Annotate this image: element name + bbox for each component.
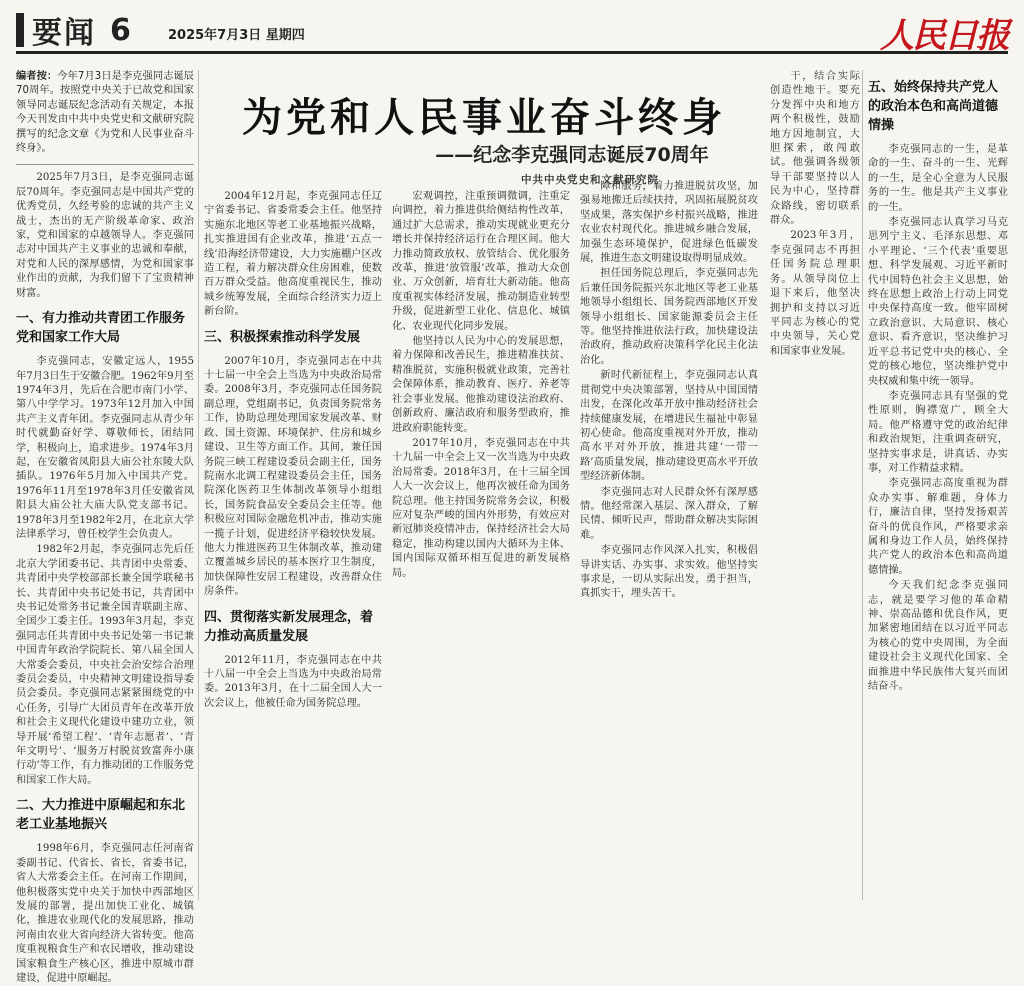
editor-note xyxy=(16,70,194,165)
paragraph: 2017年10月，李克强同志在中共十九届一中全会上又一次当选为中央政治局常委。2018年3月，在十三届全国人大一次会议上，他再次被任命为国务院总理。他主持国务院常务会议，积极应对复杂严峻的国内外形势，有效应对新冠肺炎疫情冲击，保持经济社会大局稳定，推动构建以国内大循环为主体、国内国际双循环相互促进的新发展格局。 xyxy=(392,437,570,579)
section-heading: 二、大力推进中原崛起和东北老工业基地振兴 xyxy=(16,798,186,833)
editor-note-text: 今年7月3日是李克强同志诞辰70周年。按照党中央关于已故党和国家领导同志诞辰纪念活动有关规定，本报今天刊发由中共中央党史和文献研究院撰写的纪念文章《为党和人民事业奋斗终身》。 xyxy=(16,71,194,155)
paragraph: 新时代新征程上，李克强同志认真贯彻党中央决策部署，坚持从中国国情出发，在深化改革开放中推动经济社会持续健康发展，在增进民生福祉中彰显初心使命。他高度重视对外开放，推动高水平对外开放，推进共建‘一带一路’高质量发展，推动建设更高水平开放型经济新体制。 xyxy=(580,370,758,483)
paragraph: 干，结合实际创造性地干。要充分发挥中央和地方两个积极性，鼓励地方因地制宜，大胆探索，敢闯敢试。他强调各级领导干部要坚持以人民为中心，坚持群众路线，密切联系群众。 xyxy=(770,71,860,227)
paragraph: 宏观调控，注重预调微调，注重定向调控，着力推进供给侧结构性改革，通过扩大总需求，推动实现就业更充分增长并保持经济运行在合理区间。他大力推动简政放权、放管结合、优化服务改革，推进‘放管服’改革，推动大众创业、万众创新，培育壮大新动能。他高度重视实体经济发展，推动制造业转型升级，促进新型工业化、信息化、城镇化、农业现代化同步发展。 xyxy=(392,191,570,332)
paragraph: 2004年12月起，李克强同志任辽宁省委书记、省委常委会主任。他坚持实施东北地区等老工业基地振兴战略，扎实推进国有企业改革，推进‘五点一线’沿海经济带建设，大力实施棚户区改造工程，着力解决群众住房困难，使数百万群众受益。他高度重视民生，推动城乡统筹发展，全面综合经济实力迈上新台阶。 xyxy=(204,191,382,318)
paragraph: 李克强同志作风深入扎实，积极倡导讲实话、办实事、求实效。他坚持实事求是，一切从实际出发，勇于担当，真抓实干，埋头苦干。 xyxy=(580,545,758,600)
section-heading: 五、始终保持共产党人的政治本色和高尚道德情操 xyxy=(868,80,999,133)
section-heading: 一、有力推动共青团工作服务党和国家工作大局 xyxy=(16,311,186,346)
column-4 xyxy=(580,180,758,900)
section-heading: 四、贯彻落实新发展理念，着力推动高质量发展 xyxy=(204,609,374,644)
column-4b xyxy=(770,70,860,900)
paragraph: 2025年7月3日，是李克强同志诞辰70周年。李克强同志是中国共产党的优秀党员，久经考验的忠诚的共产主义战士，杰出的无产阶级革命家、政治家，党和国家的卓越领导人。李克强同志对中国共产主义事业的忠诚和奉献，对党和人民的深厚感情，为党和国家事业作出的贡献，为我们留下了宝贵精神财富。 xyxy=(16,172,194,299)
paragraph: 李克强同志高度重视为群众办实事、解难题，身体力行，廉洁自律，坚持发扬艰苦奋斗的优良作风，严格要求亲属和身边工作人员，始终保持共产党人的政治本色和高尚道德情操。 xyxy=(868,478,1008,576)
section-heading: 三、积极探索推动科学发展 xyxy=(204,329,361,345)
section-label xyxy=(16,12,131,51)
masthead xyxy=(16,10,1008,54)
paragraph: 1982年2月起，李克强同志先后任北京大学团委书记、共青团中央常委、共青团中央学校部部长兼全国学联秘书长、共青团中央书记处书记，共青团中央书记处常务书记兼全国青联副主席、全国少工委主任。1993年3月起，李克强同志任共青团中央书记处第一书记兼中国青年政治学院院长、第八届全国人大常委会委员，中央社会治安综合治理委员会委员，中央精神文明建设指导委员会委员。李克强同志紧紧围绕党的中心任务，引导广大团员青年在改革开放和社会主义现代化建设中建功立业，领导开展‘希望工程’、‘青年志愿者’、‘青年文明号’、‘服务万村脱贫致富奔小康行动’等工作，有力推动团的工作服务党和国家工作大局。 xyxy=(16,544,194,786)
paragraph: 担任国务院总理后，李克强同志先后兼任国务院振兴东北地区等老工业基地领导小组组长、国务院西部地区开发领导小组组长、国家能源委员会主任等。他坚持推进依法行政，加快建设法治政府，推动政府决策科学化民主化法治化。 xyxy=(580,268,758,366)
editor-note-label: 编者按： xyxy=(16,71,58,82)
section-bar xyxy=(16,13,24,47)
issue-date: 2025年7月3日 星期四 xyxy=(168,28,305,43)
paragraph: 2023年3月，李克强同志不再担任国务院总理职务。从领导岗位上退下来后，他坚决拥护和支持以习近平同志为核心的党中央领导，关心党和国家事业发展。 xyxy=(770,230,860,357)
page-number: 6 xyxy=(110,12,131,48)
section-name: 要闻 xyxy=(32,16,96,51)
column-1 xyxy=(16,70,194,984)
column-3 xyxy=(392,190,570,900)
paragraph: 2007年10月，李克强同志在中共十七届一中全会上当选为中央政治局常委。2008年3月，李克强同志任国务院副总理，党组副书记，负责国务院常务工作，协助总理处理国家发展改革、财政、国土资源、环境保护、住房和城乡建设、卫生等方面工作。其间，兼任国务院三峡工程建设委员会副主任，国务院南水北调工程建设委员会主任，国务院深化医药卫生体制改革领导小组组长，国务院食品安全委员会主任等。他积极应对国际金融危机冲击，推动实施一揽子计划，促进经济平稳较快发展。他大力推进医药卫生体制改革，推动建立覆盖城乡居民的基本医疗卫生制度，加快保障性安居工程建设，改善群众住房条件。 xyxy=(204,355,382,598)
paragraph: 李克强同志具有坚强的党性原则，胸襟宽广，顾全大局。他严格遵守党的政治纪律和政治规矩，注重调查研究，坚持实事求是，讲真话、办实事，对工作精益求精。 xyxy=(868,390,1008,474)
paragraph: 障和服务，着力推进脱贫攻坚，加强易地搬迁后续扶持，巩固拓展脱贫攻坚成果，落实保护乡村振兴战略，推进农业农村现代化。推进城乡融合发展，加强生态环境保护，促进绿色低碳发展，推进生态文明建设取得明显成效。 xyxy=(580,181,758,265)
column-divider xyxy=(862,70,863,900)
article-subtitle: ——纪念李克强同志诞辰70周年 xyxy=(435,144,709,166)
paragraph: 李克强同志的一生，是革命的一生、奋斗的一生、光辉的一生，是全心全意为人民服务的一生。他是共产主义事业的一生。 xyxy=(868,144,1008,213)
paragraph: 2012年11月，李克强同志在中共十八届一中全会上当选为中央政治局常委。2013年3月，在十二届全国人大一次会议上，他被任命为国务院总理。 xyxy=(204,654,382,709)
paragraph: 李克强同志，安徽定远人，1955年7月3日生于安徽合肥。1962年9月至1974年3月，先后在合肥市南门小学、第八中学学习。1973年12月加入中国共产主义青年团。李克强同志从青少年时代就勤奋好学、尊敬师长，团结同学，积极向上，追求进步。1974年3月起，在安徽省凤阳县大庙公社东陵大队插队。1976年5月加入中国共产党。1976年11月至1978年3月任安徽省凤阳县大庙公社大庙大队党支部书记。1978年3月至1982年2月，在北京大学法律系学习，曾任校学生会负责人。 xyxy=(16,356,194,540)
column-divider xyxy=(198,70,199,900)
paragraph: 李克强同志对人民群众怀有深厚感情。他经常深入基层、深入群众，了解民情、倾听民声，帮助群众解决实际困难。 xyxy=(580,486,758,541)
newspaper-logo: 人民日报 xyxy=(880,16,1008,56)
paragraph: 今天我们纪念李克强同志，就是要学习他的革命精神、崇高品德和优良作风，更加紧密地团结在以习近平同志为核心的党中央周围，为全面建设社会主义现代化国家、全面推进中华民族伟大复兴而团结奋斗。 xyxy=(868,580,1008,693)
paragraph: 李克强同志认真学习马克思列宁主义、毛泽东思想、邓小平理论、‘三个代表’重要思想、科学发展观、习近平新时代中国特色社会主义思想，始终在思想上政治上行动上同党中央保持高度一致。他牢固树立政治意识、大局意识、核心意识、看齐意识，坚决维护习近平总书记党中央的核心、全党的核心地位，坚决维护党中央权威和集中统一领导。 xyxy=(868,217,1008,387)
article-title: 为党和人民事业奋斗终身 xyxy=(242,95,726,141)
column-2 xyxy=(204,190,382,900)
paragraph: 1998年6月，李克强同志任河南省委副书记、代省长、省长，省委书记，省人大常委会主任。在河南工作期间，他积极落实党中央关于加快中西部地区发展的部署，提出加快工业化、城镇化，推进农业现代化的发展思路，推动河南由农业大省向经济大省转变。他高度重视粮食生产和农民增收，推动建设国家粮食生产核心区，推进中原城市群建设，促进中原崛起。 xyxy=(16,843,194,984)
column-5 xyxy=(868,70,1008,900)
article-byline: 中共中央党史和文献研究院 xyxy=(521,174,659,186)
paragraph: 他坚持以人民为中心的发展思想，着力保障和改善民生，推进精准扶贫、精准脱贫，实施积极就业政策，完善社会保障体系，推动教育、医疗、养老等社会事业发展。他推动建设法治政府、创新政府、廉洁政府和服务型政府，推进政府职能转变。 xyxy=(392,336,570,434)
